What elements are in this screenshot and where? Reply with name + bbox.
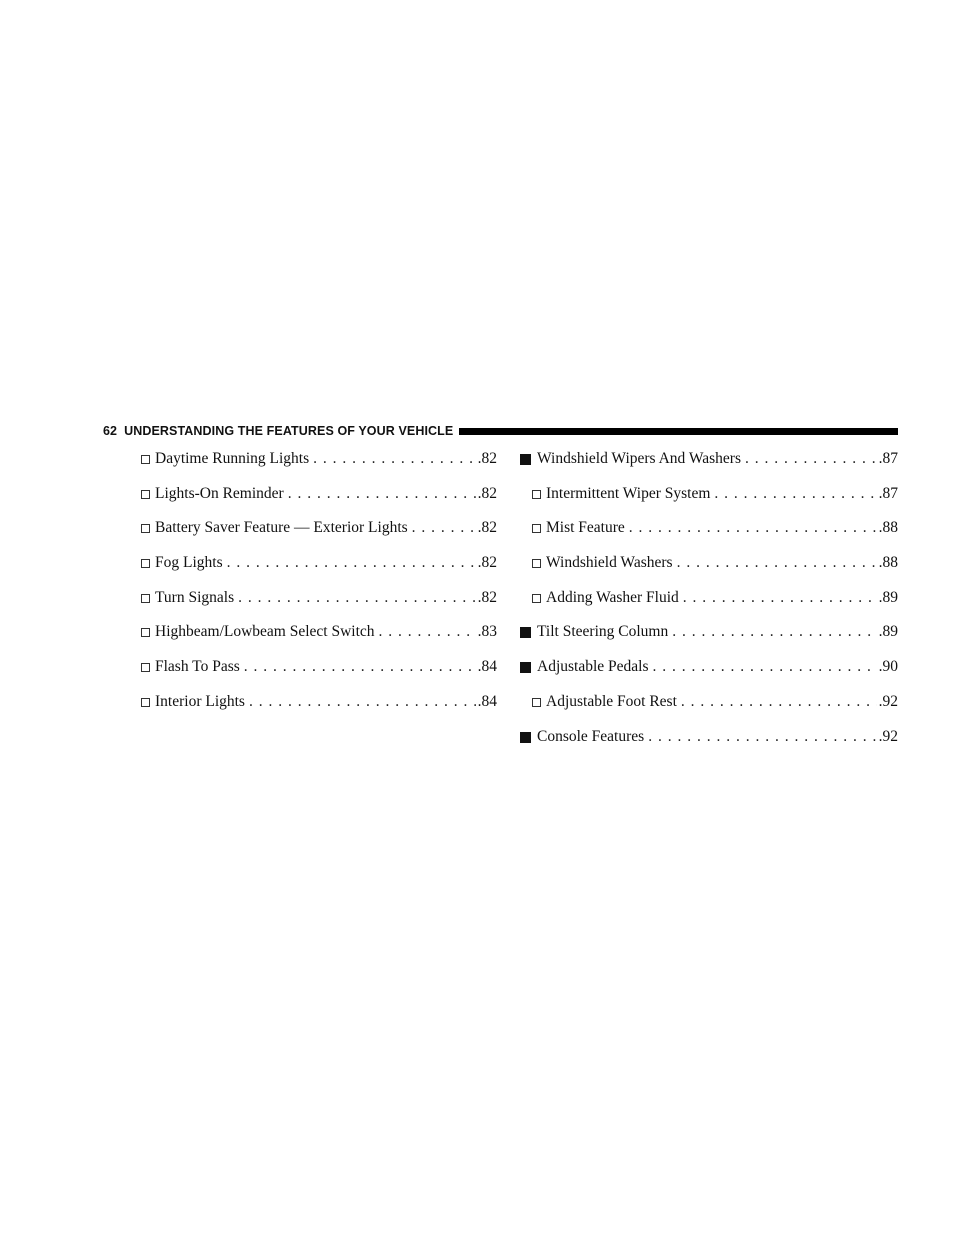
- toc-entry[interactable]: [131, 550, 497, 585]
- toc-entry-page: .82: [477, 588, 497, 606]
- toc-entry[interactable]: [520, 689, 898, 724]
- dot-leader: [653, 654, 877, 680]
- toc-entry-title: Daytime Running Lights: [155, 450, 310, 467]
- toc-entry-title: Fog Lights: [155, 554, 223, 572]
- toc-entry-page: .82: [477, 554, 497, 572]
- dot-leader: [288, 481, 476, 507]
- hollow-square-bullet-icon: [532, 698, 541, 707]
- toc-entry-page: .88: [878, 554, 898, 572]
- toc-entry[interactable]: [131, 585, 497, 620]
- toc-entry-page: .89: [878, 623, 898, 641]
- dot-leader: [244, 654, 476, 680]
- toc-entry[interactable]: [131, 515, 497, 550]
- toc-entry-page: .92: [878, 692, 898, 710]
- toc-entry[interactable]: [131, 689, 497, 724]
- toc-entry[interactable]: [131, 446, 497, 481]
- toc-entry-page: .90: [878, 658, 898, 676]
- toc-entry-page: .89: [878, 588, 898, 606]
- toc-entry[interactable]: [131, 481, 497, 516]
- toc-entry[interactable]: [520, 446, 898, 481]
- hollow-square-bullet-icon: [141, 524, 150, 533]
- toc-entry[interactable]: [520, 550, 898, 585]
- page-number: 62: [103, 424, 118, 438]
- dot-leader: [249, 689, 476, 715]
- toc-entry[interactable]: [520, 515, 898, 550]
- dot-leader: [379, 619, 476, 645]
- dot-leader: [683, 585, 877, 611]
- toc-entry-page: .92: [878, 727, 898, 745]
- toc-entry-title: Highbeam/Lowbeam Select Switch: [155, 623, 375, 641]
- hollow-square-bullet-icon: [532, 490, 541, 499]
- toc-entry-title: Interior Lights: [155, 692, 245, 710]
- running-header: [103, 422, 898, 440]
- dot-leader: [745, 446, 877, 472]
- toc-entry-page: .88: [878, 519, 898, 537]
- dot-leader: [677, 550, 877, 576]
- solid-square-bullet-icon: [520, 454, 531, 465]
- hollow-square-bullet-icon: [141, 490, 150, 499]
- toc-entry-title: Lights-On Reminder: [155, 484, 284, 502]
- toc-entry-title: Windshield Wipers And Washers: [537, 450, 742, 467]
- toc-entry-page: .82: [477, 484, 497, 502]
- toc-entry-title: Windshield Washers: [546, 554, 673, 572]
- toc-entry-page: .82: [477, 519, 497, 537]
- dot-leader: [227, 550, 476, 576]
- section-title: UNDERSTANDING THE FEATURES OF YOUR VEHICLE: [124, 424, 454, 438]
- dot-leader: [313, 446, 475, 472]
- toc-entry[interactable]: [520, 654, 898, 689]
- toc-entry-title: Intermittent Wiper System: [546, 484, 711, 502]
- toc-entry-title: Flash To Pass: [155, 658, 240, 676]
- solid-square-bullet-icon: [520, 732, 531, 743]
- toc-entry-page: .84: [477, 658, 497, 676]
- toc-entry[interactable]: [520, 585, 898, 620]
- toc-entry-title: Adding Washer Fluid: [546, 588, 679, 606]
- toc-entry[interactable]: [520, 481, 898, 516]
- dot-leader: [681, 689, 877, 715]
- toc-entry-title: Turn Signals: [155, 588, 235, 606]
- toc-entry[interactable]: [131, 654, 497, 689]
- toc-entry-title: Battery Saver Feature — Exterior Lights: [155, 519, 408, 537]
- hollow-square-bullet-icon: [141, 698, 150, 707]
- hollow-square-bullet-icon: [141, 663, 150, 672]
- hollow-square-bullet-icon: [532, 594, 541, 603]
- dot-leader: [672, 619, 876, 645]
- toc-entry-title: Console Features: [537, 727, 645, 745]
- dot-leader: [412, 515, 476, 541]
- toc-entry-title: Adjustable Foot Rest: [546, 692, 677, 710]
- toc-entry[interactable]: [520, 724, 898, 759]
- dot-leader: [648, 724, 876, 750]
- toc-entry-page: .84: [477, 692, 497, 710]
- hollow-square-bullet-icon: [532, 559, 541, 568]
- solid-square-bullet-icon: [520, 662, 531, 673]
- toc-entry-title: Adjustable Pedals: [537, 658, 649, 676]
- hollow-square-bullet-icon: [141, 455, 150, 464]
- solid-square-bullet-icon: [520, 627, 531, 638]
- toc-entry-page: .82: [477, 450, 497, 467]
- toc-right-column: [520, 446, 898, 758]
- hollow-square-bullet-icon: [532, 524, 541, 533]
- toc-entry-page: .83: [477, 623, 497, 641]
- header-rule: [459, 428, 898, 435]
- hollow-square-bullet-icon: [141, 594, 150, 603]
- toc-left-column: [131, 446, 497, 724]
- dot-leader: [714, 481, 876, 507]
- toc-entry-title: Tilt Steering Column: [537, 623, 669, 641]
- toc-entry-page: .87: [878, 484, 898, 502]
- toc-entry-title: Mist Feature: [546, 519, 625, 537]
- hollow-square-bullet-icon: [141, 628, 150, 637]
- hollow-square-bullet-icon: [141, 559, 150, 568]
- toc-entry[interactable]: [520, 619, 898, 654]
- dot-leader: [629, 515, 877, 541]
- dot-leader: [238, 585, 476, 611]
- toc-entry-page: .87: [878, 450, 898, 467]
- toc-entry[interactable]: [131, 619, 497, 654]
